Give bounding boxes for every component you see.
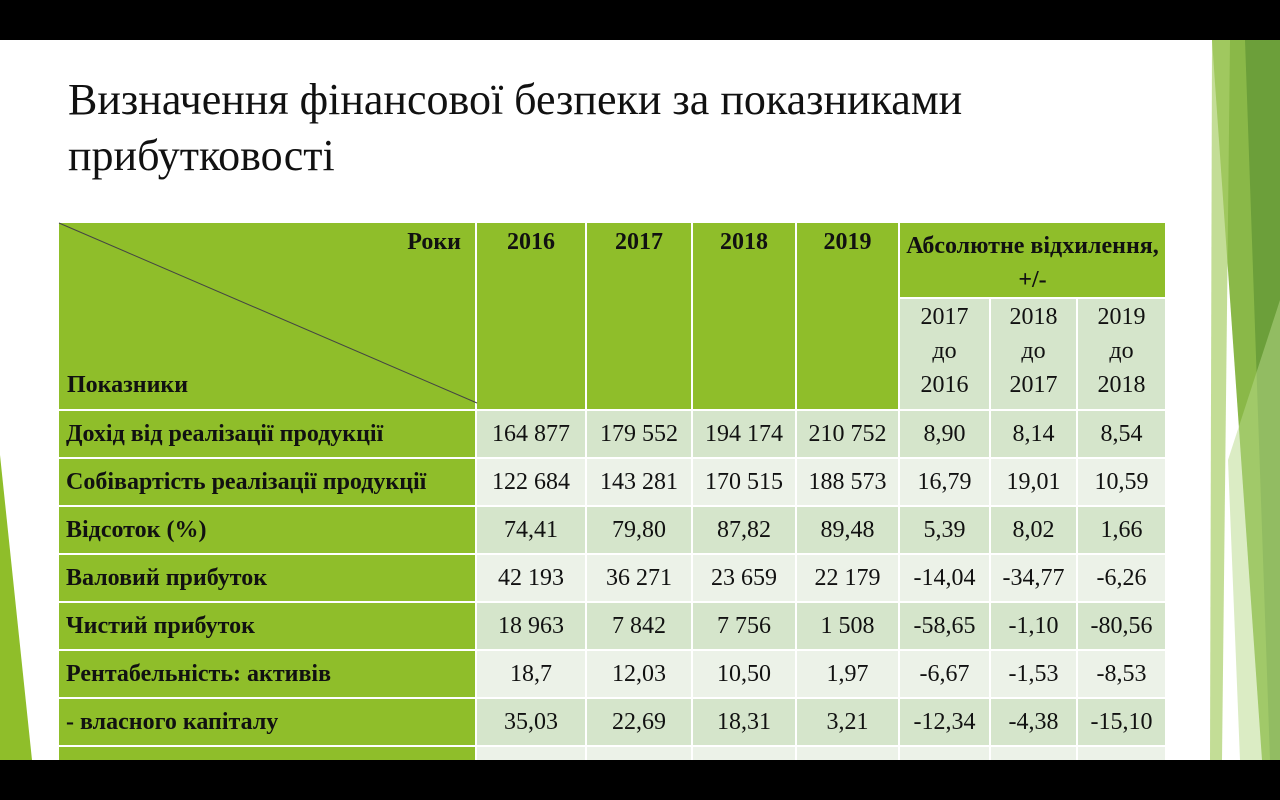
table-cell: 87,82 [692, 506, 796, 554]
table-cell: 18,31 [692, 698, 796, 746]
right-light-band [1210, 40, 1230, 760]
absolute-deviation-header: Абсолютне відхилення, +/- [899, 222, 1166, 298]
row-label: - власного капіталу [58, 698, 476, 746]
row-label: Рентабельність: активів [58, 650, 476, 698]
table-row [58, 506, 1166, 554]
table-cell: 79,80 [586, 506, 692, 554]
table-cell: -6,26 [1077, 554, 1166, 602]
table-cell: 74,41 [476, 506, 586, 554]
table-cell: 22,69 [586, 698, 692, 746]
row-label: Відсоток (%) [58, 506, 476, 554]
table-cell: -80,56 [1077, 602, 1166, 650]
right-lower-facet [1228, 300, 1280, 760]
table-cell: 18 963 [476, 602, 586, 650]
row-label: Собівартість реалізації продукції [58, 458, 476, 506]
table-cell: -15,10 [1077, 698, 1166, 746]
table-cell: 8,54 [1077, 410, 1166, 458]
table-cell: -8,53 [1077, 650, 1166, 698]
slide [0, 40, 1280, 760]
table-cell: 10,59 [1077, 458, 1166, 506]
right-green-band [1212, 40, 1280, 760]
table-cell: 143 281 [586, 458, 692, 506]
table-cell: 12,03 [586, 650, 692, 698]
table-cell: 89,48 [796, 506, 899, 554]
table-cell: -34,77 [990, 554, 1077, 602]
table-row [58, 602, 1166, 650]
table-cell: -12,34 [899, 698, 990, 746]
slide-title: Визначення фінансової безпеки за показниками прибутковості [68, 75, 963, 180]
table-row [58, 410, 1166, 458]
table-cell: 122 684 [476, 458, 586, 506]
table-row [58, 458, 1166, 506]
table-cell: -14,04 [899, 554, 990, 602]
year-header-2019: 2019 [796, 222, 899, 410]
table-cell: 194 174 [692, 410, 796, 458]
year-header-2017: 2017 [586, 222, 692, 410]
year-header-2016: 2016 [476, 222, 586, 410]
letterbox-top [0, 0, 1280, 40]
table-cell: 35,03 [476, 698, 586, 746]
table-cell: 1,97 [796, 650, 899, 698]
profitability-table [57, 221, 1167, 795]
table-cell: -58,65 [899, 602, 990, 650]
table-row [58, 698, 1166, 746]
subheader-2019-vs-2018: 2019 до 2018 [1077, 298, 1166, 410]
table-cell: 5,39 [899, 506, 990, 554]
table-cell: 8,90 [899, 410, 990, 458]
table-cell: 18,7 [476, 650, 586, 698]
table-cell: 7 842 [586, 602, 692, 650]
indicators-axis-label: Показники [67, 372, 189, 398]
table-cell: 188 573 [796, 458, 899, 506]
table-row [58, 650, 1166, 698]
table-cell: 7 756 [692, 602, 796, 650]
row-label: Валовий прибуток [58, 554, 476, 602]
year-header-2018: 2018 [692, 222, 796, 410]
table-cell: 22 179 [796, 554, 899, 602]
right-dark-band [1245, 40, 1280, 760]
table-cell: 36 271 [586, 554, 692, 602]
table-body [58, 410, 1166, 794]
subheader-2018-vs-2017: 2018 до 2017 [990, 298, 1077, 410]
table-cell: -1,10 [990, 602, 1077, 650]
table-cell: -1,53 [990, 650, 1077, 698]
table-cell: 210 752 [796, 410, 899, 458]
left-green-triangle [0, 455, 32, 760]
table-cell: -6,67 [899, 650, 990, 698]
table-cell: 16,79 [899, 458, 990, 506]
letterbox-bottom [0, 760, 1280, 800]
table-cell: 164 877 [476, 410, 586, 458]
table-cell: 8,02 [990, 506, 1077, 554]
table-cell: 170 515 [692, 458, 796, 506]
row-label: Чистий прибуток [58, 602, 476, 650]
table-cell: 3,21 [796, 698, 899, 746]
corner-header-cell [58, 222, 476, 410]
row-label: Дохід від реалізації продукції [58, 410, 476, 458]
table-cell: 8,14 [990, 410, 1077, 458]
years-axis-label: Роки [407, 229, 461, 255]
table-cell: 19,01 [990, 458, 1077, 506]
table-cell: 10,50 [692, 650, 796, 698]
table-cell: 179 552 [586, 410, 692, 458]
table-cell: 1,66 [1077, 506, 1166, 554]
table-cell: -4,38 [990, 698, 1077, 746]
table-cell: 1 508 [796, 602, 899, 650]
table-row [58, 554, 1166, 602]
table-cell: 23 659 [692, 554, 796, 602]
table-cell: 42 193 [476, 554, 586, 602]
subheader-2017-vs-2016: 2017 до 2016 [899, 298, 990, 410]
